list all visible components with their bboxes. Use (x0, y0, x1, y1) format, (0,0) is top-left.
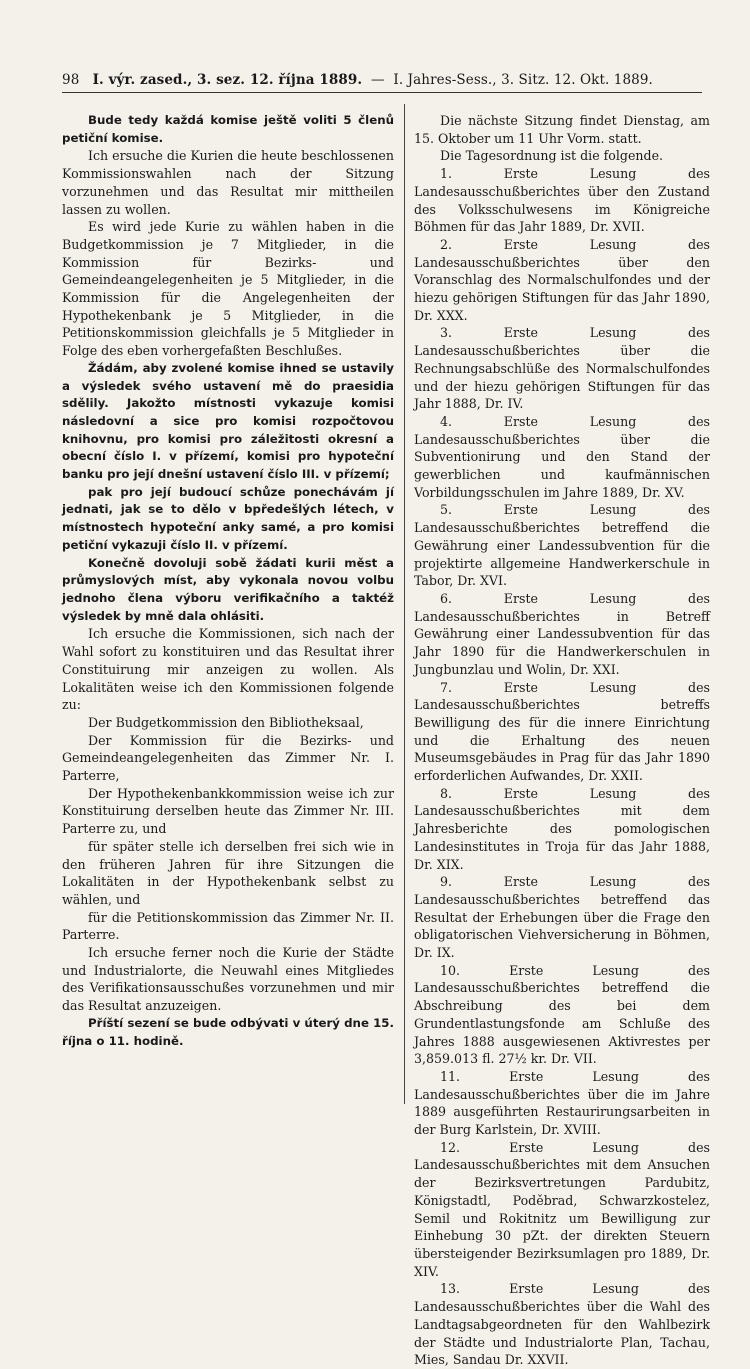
paragraph: 10. Erste Lesung des Landesausschußberichtes betreffend die Abschreibung des bei dem Grundentlastungsfonde am Schluße des Jahres 1888 ausgewiesenen Aktivrestes per 3,859.013 fl. 27½ kr. Dr. VII. (414, 962, 710, 1067)
paragraph: Die Tagesordnung ist die folgende. (440, 148, 664, 164)
paragraph: Ich ersuche ferner noch die Kurie der Städte und Industrialorte, die Neuwahl eines Mitgliedes des Verifikationsausschußes vorzunehmen und mir das Resultat anzuzeigen. (62, 945, 394, 1014)
paragraph: Příští sezení se bude odbývati v úterý dne 15. října o 11. hodině. (62, 1015, 394, 1048)
paragraph: 13. Erste Lesung des Landesausschußberichtes über die Wahl des Landtagsabgeordneten für den Wahlbezirk der Städte und Industrialorte Plan, Tachau, Mies, Sandau Dr. XXVII. (414, 1281, 710, 1368)
paragraph: für die Petitionskommission das Zimmer Nr. II. Parterre. (62, 909, 394, 943)
paragraph: Konečně dovoluji sobě žádati kurii měst a průmyslových míst, aby vykonala novou volbu jednoho člena výboru verifikačního a taktéž výsledek by mně dala ohlásiti. (62, 555, 394, 623)
header-german: I. Jahres-Sess., 3. Sitz. 12. Okt. 1889. (393, 72, 653, 88)
paragraph: Der Kommission für die Bezirks- und Gemeindeangelegenheiten das Zimmer Nr. I. Parterre, (62, 732, 394, 784)
paragraph: Žádám, aby zvolené komise ihned se ustavily a výsledek svého ustavení mě do praesidia sdělily. Jakožto místnosti vykazuje komisi následovní a sice pro komisi rozpočtovou knihovnu, pro komisi pro záležitosti okresní a obecní číslo I. v přízemí, komisi pro hypoteční banku pro její dnešní ustavení číslo III. v přízemí; (62, 360, 394, 482)
paragraph: Bude tedy každá komise ještě voliti 5 členů petiční komise. (62, 113, 394, 145)
paragraph: 7. Erste Lesung des Landesausschußberichtes betreffs Bewilligung des für die innere Einrichtung und die Erhaltung des neuen Museumsgebäudes in Prag für das Jahr 1890 erforderlichen Aufwandes, Dr. XXII. (414, 679, 710, 784)
paragraph: 6. Erste Lesung des Landesausschußberichtes in Betreff Gewährung einer Landessubvention für das Jahr 1890 für die Handwerkerschulen in Jungbunzlau und Wolin, Dr. XXI. (414, 590, 710, 677)
paragraph: Es wird jede Kurie zu wählen haben in die Budgetkommission je 7 Mitglieder, in die Kommission für Bezirks- und Gemeindeangelegenheiten je 5 Mitglieder, in die Kommission für die Angelegenheiten der Hypothekenbank je 5 Mitglieder, in die Petitionskommission gleichfalls je 5 Mitglieder in Folge des eben vorhergefaßten Beschlußes. (62, 219, 394, 359)
paragraph: Der Hypothekenbankkommission weise ich zur Konstituirung derselben heute das Zimmer Nr. III. Parterre zu, und (62, 785, 394, 837)
paragraph: 5. Erste Lesung des Landesausschußberichtes betreffend die Gewährung einer Landessubvention für die projektirte allgemeine Handwerkerschule in Tabor, Dr. XVI. (414, 502, 710, 589)
paragraph: 9. Erste Lesung des Landesausschußberichtes betreffend das Resultat der Erhebungen über die Frage den obligatorischen Viehversicherung in Böhmen, Dr. IX. (414, 874, 710, 961)
left-column (62, 112, 394, 1050)
paragraph: pak pro její budoucí schůze ponechávám jí jednati, jak se to dělo v bpředešlých létech, v místnostech hypoteční anky samé, a pro komisi petiční vykazuji číslo II. v přízemí. (62, 484, 394, 552)
paragraph: Ich ersuche die Kommissionen, sich nach der Wahl sofort zu konstituiren und das Resultat ihrer Constituirung mir anzeigen zu wollen. Als Lokalitäten weise ich den Kommissionen folgende zu: (62, 626, 394, 713)
paragraph: Ich ersuche die Kurien die heute beschlossenen Kommissionswahlen nach der Sitzung vorzunehmen und das Resultat mir mittheilen lassen zu wollen. (62, 148, 394, 217)
paragraph: Die nächste Sitzung findet Dienstag, am 15. Oktober um 11 Uhr Vorm. statt. (414, 113, 710, 146)
paragraph: für später stelle ich derselben frei sich wie in den früheren Jahren für ihre Sitzungen die Lokalitäten in der Hypothekenbank selbst zu wählen, und (62, 838, 394, 907)
paragraph: 2. Erste Lesung des Landesausschußberichtes über den Voranschlag des Normalschulfondes und der hiezu gehörigen Stiftungen für das Jahr 1890, Dr. XXX. (414, 236, 710, 323)
running-header (62, 72, 702, 93)
paragraph: 1. Erste Lesung des Landesausschußberichtes über den Zustand des Volksschulwesens im Königreiche Böhmen für das Jahr 1889, Dr. XVII. (414, 166, 710, 235)
column-divider (404, 104, 405, 1104)
header-dash: — (371, 72, 385, 88)
paragraph: 11. Erste Lesung des Landesausschußberichtes über die im Jahre 1889 ausgeführten Restaurirungsarbeiten in der Burg Karlstein, Dr. XVIII. (414, 1068, 710, 1138)
paragraph: 8. Erste Lesung des Landesausschußberichtes mit dem Jahresberichte des pomologischen Landesinstitutes in Troja für das Jahr 1888, Dr. XIX. (414, 785, 710, 872)
paragraph: 3. Erste Lesung des Landesausschußberichtes über die Rechnungsabschlüße des Normalschulfondes und der hiezu gehörigen Stiftungen für das Jahr 1888, Dr. IV. (414, 325, 710, 412)
paragraph: 12. Erste Lesung des Landesausschußberichtes mit dem Ansuchen der Bezirksvertretungen Pardubitz, Königstadtl, Poděbrad, Schwarzkostelez, Semil und Rokitnitz um Bewilligung zur Einhebung 30 pZt. der direkten Steuern übersteigender Bezirksumlagen pro 1889, Dr. XIV. (414, 1139, 710, 1279)
header-czech: I. výr. zased., 3. sez. 12. října 1889. (92, 72, 363, 88)
page-number: 98 (62, 72, 80, 88)
paragraph: 4. Erste Lesung des Landesausschußberichtes über die Subventionirung und den Stand der gewerblichen und kaufmännischen Vorbildungsschulen im Jahre 1889, Dr. XV. (414, 413, 710, 500)
right-column (414, 112, 710, 1369)
paragraph: Der Budgetkommission den Bibliotheksaal, (88, 714, 364, 730)
